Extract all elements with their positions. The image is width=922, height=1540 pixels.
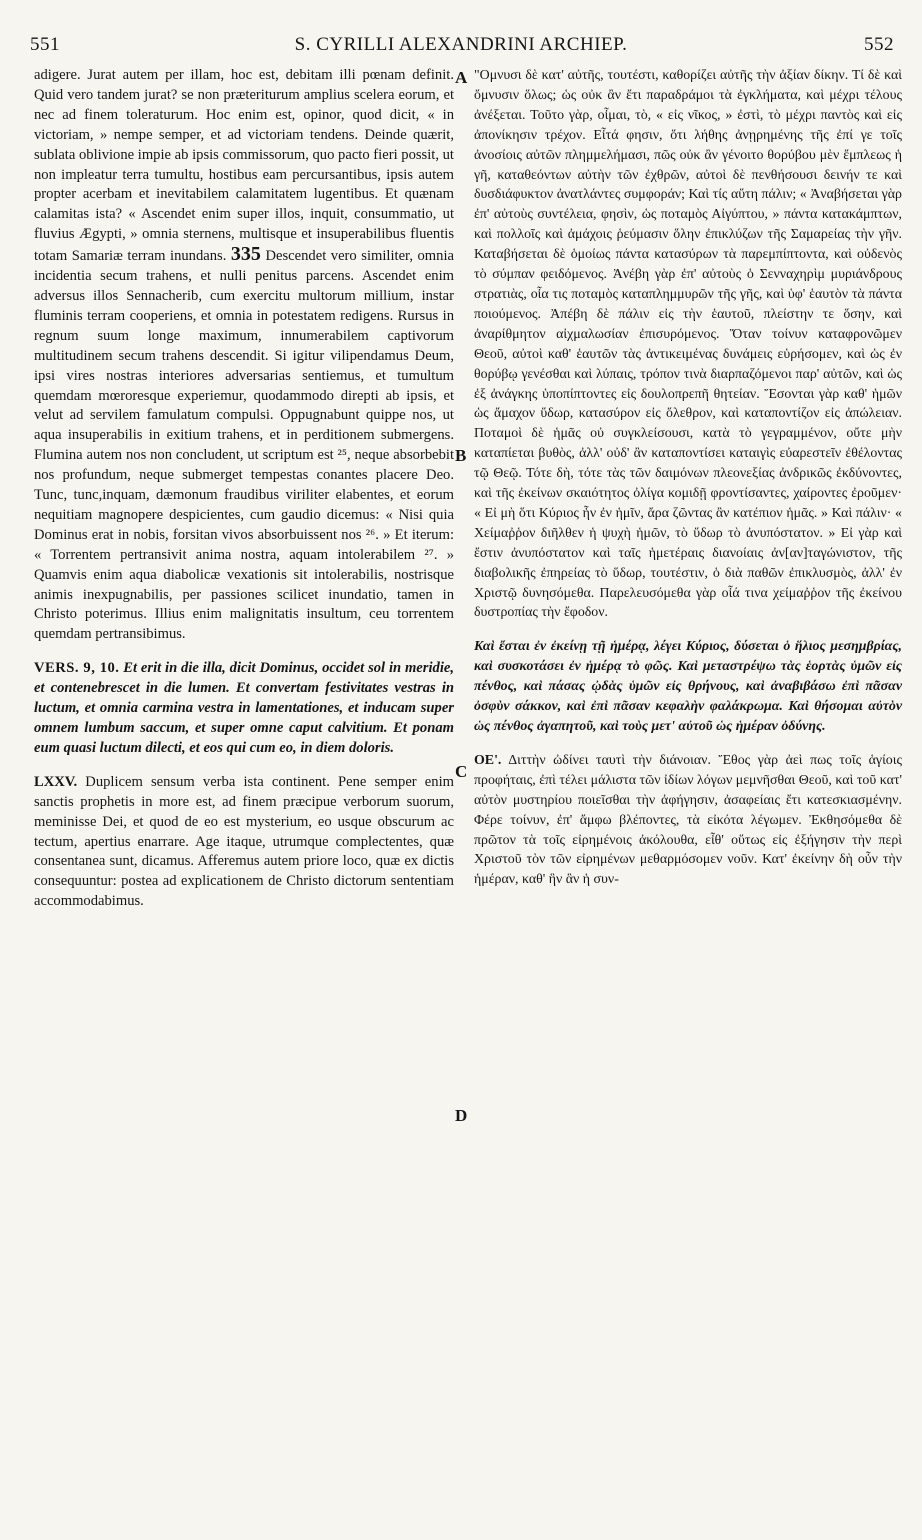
page-number-left: 551 <box>30 34 60 55</box>
margin-letter-d: D <box>455 1106 468 1125</box>
latin-column <box>34 66 454 912</box>
section-number: ΟΕ'. <box>474 752 502 768</box>
latin-section <box>34 773 454 912</box>
margin-letter-a: A <box>455 68 468 87</box>
greek-paragraph: "Ομνυσι δὲ κατ' αὐτῆς, τουτέστι, καθορίζει αὐτῆς τὴν ἀξίαν δίκην. Τί δὲ καὶ ὄμνυσιν ὅλως; ὡς οὐκ ἂν ἔτι παραδράμοι τὰ ἐγκλήματα, καὶ μέχρι τέλους ἀνέξεται. Τοῦτο γὰρ, οἶμαι, τὸ, « εἰς νῖκος, » ἐστὶ, τὸ μέχρι παντὸς καὶ εἰς ἀπονίκησιν τρέχον. Εἶτά φησιν, ὅτι λήθης ἀνῃρημένης τῆς ἐπί γε τοῖς ἀνοσίοις αὐτῶν πλημμελήμασι, πῶς οὐκ ἂν γένοιτο θορύβου μὲν ἔμπλεως ἡ γῆ, καταθεόντων αὐτὴν τῶν ἐχθρῶν, αὐτοὶ δὲ πενθήσουσι δεινήν τε καὶ δυσδιάφυκτον ἀνατλάντες συμφοράν; Καὶ τίς αὕτη πάλιν; « Ἀναβήσεται γὰρ ἐπ' αὐτοὺς συντέλεια, φησὶν, ὡς ποταμὸς Αἰγύπτου, » πάντα κατακάμπτων, καὶ πολλοῖς καὶ ἀμάχοις ῥεύμασιν ὅλην ἐπικλύζων τῆς Σαμαρείας τὴν γῆν. Καταβήσεται δὲ ὁμοίως πάντα κατασύρων τὰ παρεμπίπτοντα, καὶ οὐδενὸς τὸ σύμπαν φειδόμενος. Ἀνέβη γὰρ ἐπ' αὐτοὺς ὁ Σενναχηρὶμ μυριάνδρους στρατιὰς, οἷα τις ποταμὸς καταπλημμυρῶν τῆς γῆς, καὶ ὑφ' ἑαυτὸν τὰ πάντα ποιούμενος. Ἀπέβη δὲ πάλιν εἰς τὴν ἑαυτοῦ, πλείστην τε ὅσην, καὶ ἀναρίθμητον αἰχμαλωσίαν ἐπισυρόμενος. Ὅταν τοίνυν καταφρονῶμεν Θεοῦ, αὐτοὶ καθ' ἑαυτῶν τὰς ἀντικειμένας δυνάμεις εὑρήσομεν, καὶ ὡς ἐν θορύβῳ γενέσθαι καὶ λύπαις, τρόπον τινὰ διαρπαζόμενοι παρ' αὐτῶν, καὶ ὡς ἐξ ἀνάγκης ὑποπίπτοντες εἰς δουλοπρεπῆ θητείαν. Ἔσονται γὰρ καθ' ἡμῶν ὡς ἄμαχον ὕδωρ, κατασύρον εἰς ὄλεθρον, καὶ καταποντίζον εἰς ἀπώλειαν. Ποταμοὶ δὲ ἡμᾶς οὐ συγκλείσουσι, κατὰ τὸ γεγραμμένον, οὔτε μὴν καταπίεται βυθὸς, ἀλλ' οὐδ' ἂν καταποντίσει καταιγὶς εὐαρεστεῖν ἐθέλοντας τῷ Θεῷ. Τότε δὴ, τότε τὰς τῶν δαιμόνων πλεονεξίας ἀνδρικῶς ἐκδύνοντες, καὶ τῆς ἐκείνων σκαιότητος ὀλίγα κομιδῇ φροντίσαντες, χαίροντες ἐροῦμεν· « Εἰ μὴ ὅτι Κύριος ἦν ἐν ἡμῖν, ἄρα ζῶντας ἂν κατέπιον ἡμᾶς. » Καὶ πάλιν· « Χείμαῤῥον διῆλθεν ἡ ψυχὴ ἡμῶν, τὸ ὕδωρ τὸ ἀνυπόστατον. » Εἰ γὰρ καὶ ἔστιν ἀνυπόστατον καὶ ταῖς ἡμετέραις διανοίαις ἀν[αν]ταγώνιστον, τῆς διαβολικῆς ἐπηρείας τὸ ὕδωρ, τουτέστιν, ὁ διὰ παθῶν ἐπικλυσμὸς, ἀλλ' ἐν Χριστῷ δυνησόμεθα. Παρελευσόμεθα γὰρ οἷά τινα χείμαῤῥον τῆς ἐκείνου δυστροπίας τὴν ἔφοδον. <box>474 68 902 621</box>
verse-text: Et erit in die illa, dicit Dominus, occidet sol in meridie, et contenebrescet in die lumen. Et convertam festivitates vestras in luctum, et omnia carmina vestra in lamentationes, et inducam super omnem lumbum saccum, et super omne caput calvitium. Et ponam eum quasi luctum dilecti, et eos qui cum eo, in diem doloris. <box>34 660 454 756</box>
section-number: LXXV. <box>34 773 78 790</box>
greek-column <box>474 66 902 890</box>
greek-section <box>474 751 902 890</box>
paragraph-number: 335 <box>230 243 261 266</box>
running-title: S. CYRILLI ALEXANDRINI ARCHIEP. <box>294 34 628 55</box>
margin-letter-c: C <box>455 762 468 781</box>
latin-text: Duplicem sensum verba ista continent. Pene semper enim sanctis prophetis in more est, ad finem præcipue verborum suorum, meminisse Dei, et quod de eo est mysterium, eo usque obscurum ac tectum, apertius enarrare. Age itaque, utrumque complectentes, quæ consentanea sunt, dicamus. Afferemus autem priore loco, quæ ex dictis consequuntur: postea ad explicationem de Christo dictorum sententiam accommodabimus. <box>34 773 454 910</box>
greek-text: Διττὴν ὠδίνει ταυτὶ τὴν διάνοιαν. Ἔθος γὰρ ἀεὶ πως τοῖς ἁγίοις προφήταις, ἐπὶ τέλει μάλιστα τῶν ἰδίων λόγων μεμνῆσθαι Θεοῦ, καὶ τοῦ κατ' αὐτὸν μυστηρίου ποιεῖσθαι τὴν ἀφήγησιν, ἀσαφείαις ἔτι κατεσκιασμένην. Φέρε τοίνυν, ἐπ' ἄμφω βλέποντες, τὰ εἰκότα λέγωμεν. Ἐκθησόμεθα δὲ πρῶτον τὰ τοῖς εἰρημένοις ἀκόλουθα, εἶθ' οὕτως εἰς ἐξήγησιν τὴν περὶ Χριστοῦ τὸν τῶν εἰρημένων μεθαρμόσομεν νοῦν. Κατ' ἐκείνην δὴ οὖν τὴν ἡμέραν, καθ' ἣν ἂν ἡ συν- <box>474 752 902 888</box>
latin-text: Descendet vero similiter, omnia incidentia secum trahens, et nulli penitus parcens. Ascendet enim adversus illos Sennacherib, cum exercitu multorum millium, instar fluminis terram cooperiens, et omnia in potestatem redigens. Rursus in regnum suum longe maximum, innumerabilem captivorum multitudinem secum trahens descendit. Si igitur vilipendamus Deum, ipsi vires nostras interiores adversarias sentiemus, et tumultum quemdam mœroresque experiemur, quodammodo direpti ab ipsis, et velut ad servilem famulatum compulsi. Oppugnabunt quippe nos, ut aqua insuperabilis in exitium trahens, et in perditionem submergens. Flumina autem nos non concludent, ut scriptum est ²⁵, neque absorbebit nos profundum, neque submerget tempestas conantes placere Deo. Tunc, tunc,inquam, dæmonum fraudibus viriliter elabentes, et eorum nequitiam magnopere despicientes, cum gaudio dicemus: « Nisi quia Dominus erat in nobis, forsitan vivos absorbuissent nos ²⁶. » Et iterum: « Torrentem pertransivit anima nostra, aquam intolerabilem ²⁷. » Quamvis enim aqua diabolicæ vexationis sit intolerabilis, nostrisque animis inexpugnabilis, per passiones scilicet inundatio, tamen in Christo poterimus. Illius enim malignitatis insultum, ceu torrentem quemdam pertransibimus. <box>34 248 454 643</box>
latin-paragraph <box>34 66 454 645</box>
verse-citation <box>34 659 454 759</box>
latin-text: adigere. Jurat autem per illam, hoc est, debitam illi pœnam definit. Quid vero tandem jurat? se non præteriturum amplius scelera eorum, et nec ad finem toleraturum. Hoc enim est, opinor, quod dicit, « in victoriam, » nempe semper, et ad victoriam tendens. Deinde quærit, sublata oblivione impie ab ipsis commissorum, quo pacto fieri possit, ut non impleatur terra tumultu, hostibus eam percursantibus, ipsis autem propter acerbam et inevitabilem calamitatem lugentibus. Et quænam calamitas ista? « Ascendet enim super illos, inquit, consummatio, ut fluvius Ægypti, » omnia sternens, multisque et insuperabilibus fluentis totam Samariæ terram inundans. <box>34 67 454 265</box>
margin-letter-b: B <box>455 446 467 465</box>
page-number-right: 552 <box>864 34 894 55</box>
verse-label: VERS. 9, 10. <box>34 660 120 677</box>
running-header <box>22 34 900 58</box>
greek-verse-citation: Καὶ ἔσται ἐν ἐκείνῃ τῇ ἡμέρᾳ, λέγει Κύριος, δύσεται ὁ ἥλιος μεσημβρίας, καὶ συσκοτάσει ἐν ἡμέρᾳ τὸ φῶς. Καὶ μεταστρέψω τὰς ἑορτὰς ὑμῶν εἰς πένθος, καὶ πάσας ᾠδὰς ὑμῶν εἰς θρήνους, καὶ ἀναβιβάσω ἐπὶ πᾶσαν ὀσφὺν σάκκον, καὶ ἐπὶ πᾶσαν κεφαλὴν φαλάκρωμα. Καὶ θήσομαι αὐτὸν ὡς πένθος ἀγαπητοῦ, καὶ τοὺς μετ' αὐτοῦ ὡς ἡμέραν ὀδύνης. <box>474 639 902 734</box>
